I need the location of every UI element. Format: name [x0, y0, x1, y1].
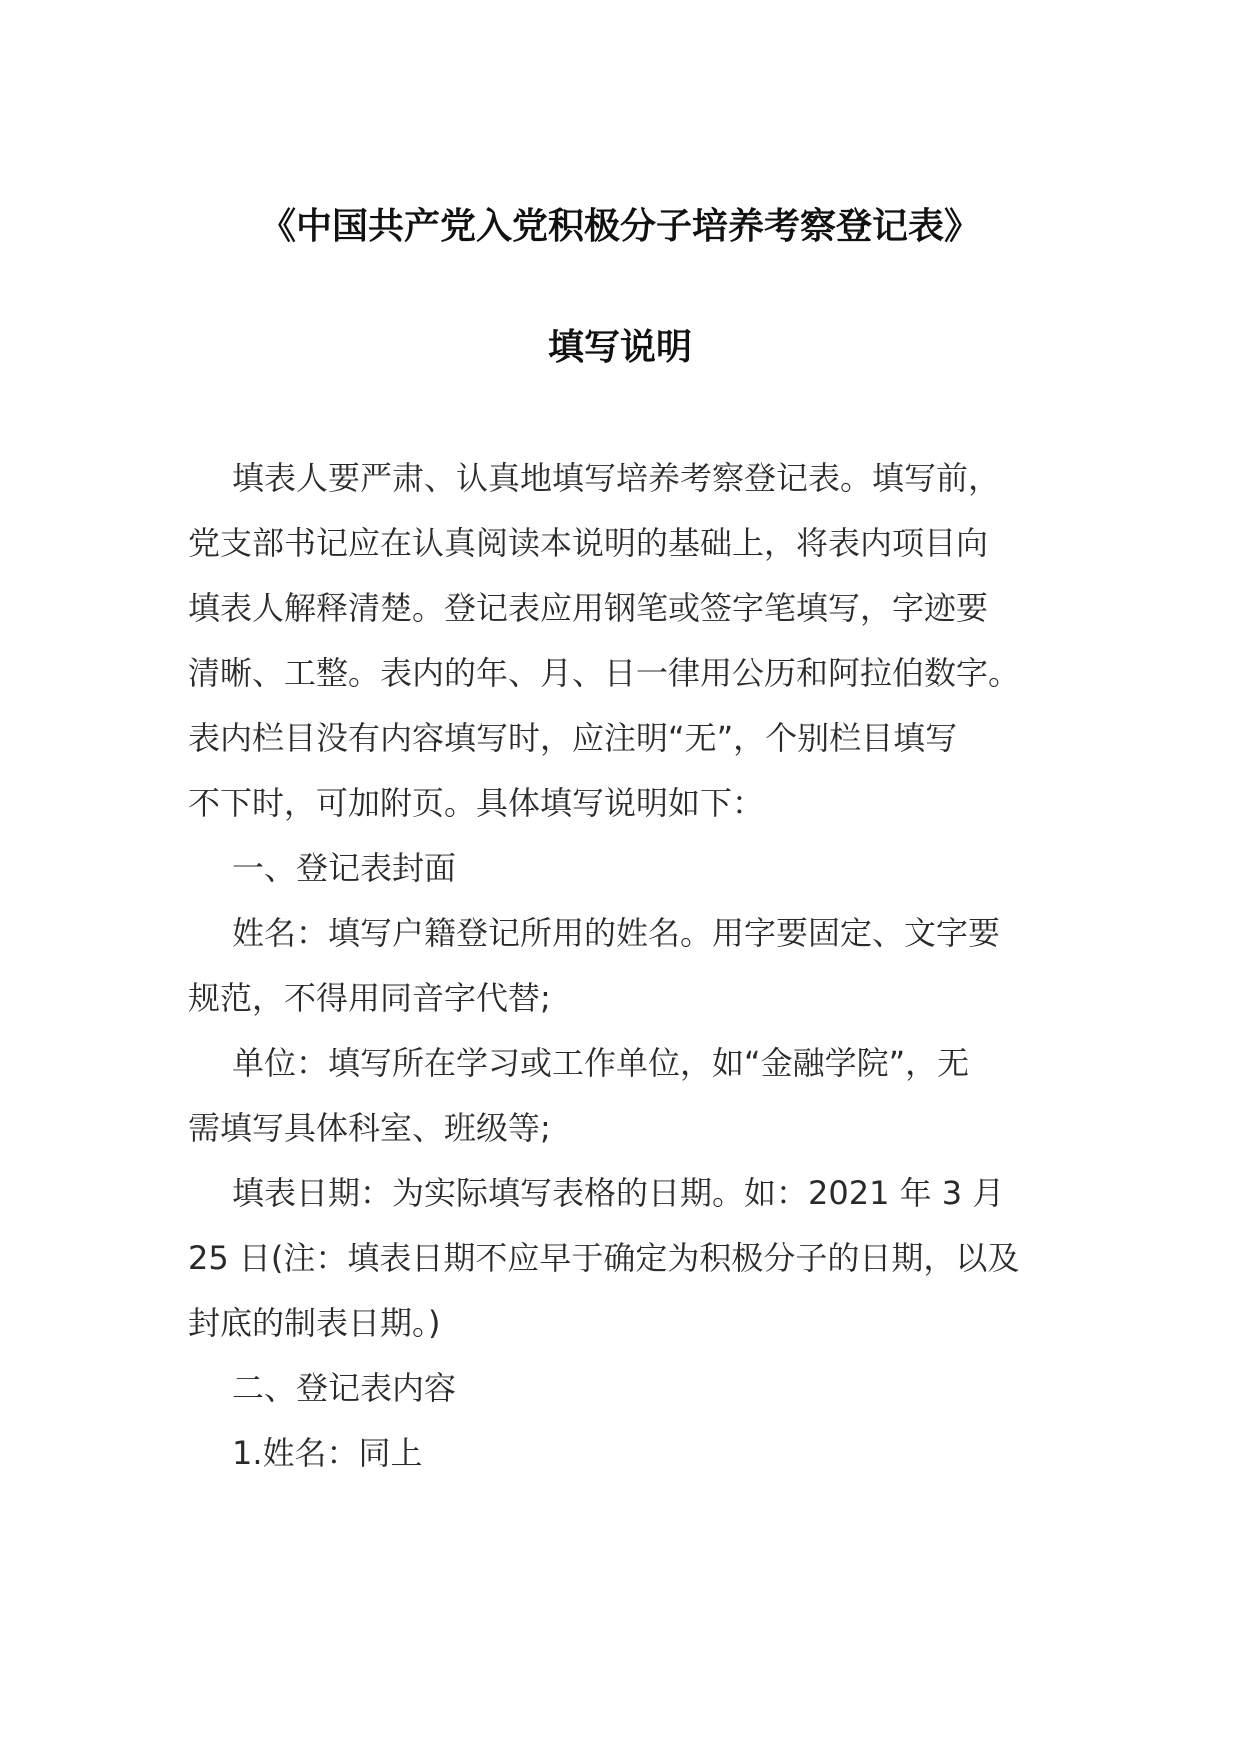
paragraph-line: 25 日(注：填表日期不应早于确定为积极分子的日期，以及 — [188, 1239, 1020, 1277]
paragraph-line: 需填写具体科室、班级等; — [188, 1109, 551, 1147]
paragraph-line: 清晰、工整。表内的年、月、日一律用公历和阿拉伯数字。 — [188, 654, 1021, 692]
section-heading-cover: 一、登记表封面 — [232, 849, 457, 887]
document-title: 《中国共产党入党积极分子培养考察登记表》 — [259, 206, 980, 247]
paragraph-line: 单位：填写所在学习或工作单位，如“金融学院”，无 — [232, 1044, 970, 1082]
paragraph-line: 填表人要严肃、认真地填写培养考察登记表。填写前， — [232, 459, 1001, 497]
paragraph-line: 填表日期：为实际填写表格的日期。如：2021 年 3 月 — [232, 1174, 1005, 1212]
document-subtitle: 填写说明 — [547, 327, 692, 368]
paragraph-line: 党支部书记应在认真阅读本说明的基础上，将表内项目向 — [188, 524, 989, 562]
paragraph-line: 规范，不得用同音字代替; — [188, 979, 551, 1017]
paragraph-line: 1.姓名：同上 — [232, 1434, 423, 1472]
paragraph-line: 姓名：填写户籍登记所用的姓名。用字要固定、文字要 — [232, 914, 1001, 952]
paragraph-line: 封底的制表日期。) — [188, 1304, 441, 1342]
instructions-body — [188, 446, 1058, 1486]
paragraph-line: 表内栏目没有内容填写时，应注明“无”，个别栏目填写 — [188, 719, 958, 757]
section-heading-content: 二、登记表内容 — [232, 1369, 457, 1407]
paragraph-line: 填表人解释清楚。登记表应用钢笔或签字笔填写，字迹要 — [188, 589, 989, 627]
paragraph-line: 不下时，可加附页。具体填写说明如下： — [188, 784, 765, 822]
